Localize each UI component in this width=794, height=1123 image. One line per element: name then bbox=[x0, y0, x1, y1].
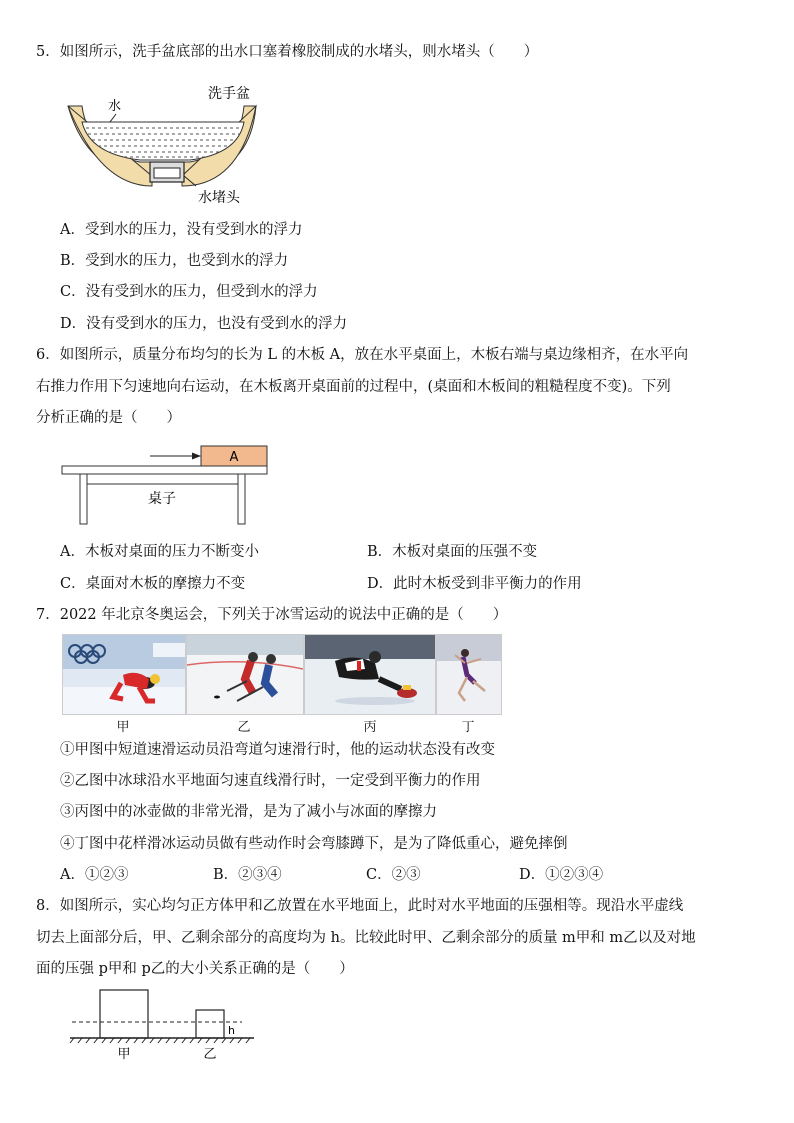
q6-option-a: A．木板对桌面的压力不断变小 bbox=[60, 544, 259, 560]
q5-option-c: C．没有受到水的压力，但受到水的浮力 bbox=[60, 284, 318, 300]
q7-option-d: D．①②③④ bbox=[519, 867, 604, 883]
q5-option-b: B．受到水的压力，也受到水的浮力 bbox=[60, 253, 289, 269]
q8-cube-yi bbox=[196, 1010, 224, 1038]
q5-label-water: 水 bbox=[108, 99, 122, 114]
q7-option-b: B．②③④ bbox=[213, 867, 282, 883]
q7-photo-jia bbox=[62, 634, 186, 715]
q7-photo-yi bbox=[186, 634, 304, 715]
q7-caption-yi: 乙 bbox=[237, 720, 251, 735]
q8-stem-line-1: 8．如图所示，实心均匀正方体甲和乙放置在水平地面上，此时对水平地面的压强相等。现沿水平虚线 bbox=[36, 898, 684, 914]
q8-stem-line-3: 面的压强 p甲和 p乙的大小关系正确的是（ ） bbox=[36, 961, 354, 977]
q7-option-c: C．②③ bbox=[366, 867, 421, 883]
q7-stem: 7．2022 年北京冬奥运会，下列关于冰雪运动的说法中正确的是（ ） bbox=[36, 607, 508, 623]
q7-photo-ding bbox=[436, 634, 502, 715]
q7-statement-1: ①甲图中短道速滑运动员沿弯道匀速滑行时，他的运动状态没有改变 bbox=[60, 742, 495, 758]
q6-stem-line-2: 右推力作用下匀速地向右运动，在木板离开桌面前的过程中，(桌面和木板间的粗糙程度不变)。下列 bbox=[36, 379, 671, 395]
q6-label-table: 桌子 bbox=[148, 491, 176, 507]
q6-option-d: D．此时木板受到非平衡力的作用 bbox=[367, 576, 582, 592]
q6-stem-line-1: 6．如图所示，质量分布均匀的长为 L 的木板 A，放在水平桌面上，木板右端与桌边缘相齐，在水平向 bbox=[36, 347, 689, 363]
q7-statement-2: ②乙图中冰球沿水平地面匀速直线滑行时，一定受到平衡力的作用 bbox=[60, 773, 481, 789]
q6-option-c: C．桌面对木板的摩擦力不变 bbox=[60, 576, 246, 592]
q7-option-a: A．①②③ bbox=[60, 867, 129, 883]
q6-option-b: B．木板对桌面的压强不变 bbox=[367, 544, 538, 560]
q5-label-basin: 洗手盆 bbox=[208, 86, 250, 102]
q6-label-board: A bbox=[229, 450, 239, 465]
q6-stem-line-3: 分析正确的是（ ） bbox=[36, 410, 181, 426]
q5-label-plug: 水堵头 bbox=[198, 190, 240, 206]
q8-cube-jia bbox=[100, 990, 148, 1038]
q5-option-d: D．没有受到水的压力，也没有受到水的浮力 bbox=[60, 316, 348, 332]
q8-label-yi: 乙 bbox=[203, 1047, 217, 1062]
q7-caption-bing: 丙 bbox=[363, 720, 377, 735]
q7-statement-3: ③丙图中的冰壶做的非常光滑，是为了减小与冰面的摩擦力 bbox=[60, 804, 437, 820]
q7-caption-jia: 甲 bbox=[116, 720, 130, 735]
q8-label-jia: 甲 bbox=[117, 1047, 131, 1062]
q8-label-h: h bbox=[228, 1024, 235, 1037]
q5-option-a: A．受到水的压力，没有受到水的浮力 bbox=[60, 222, 303, 238]
q5-stem: 5．如图所示，洗手盆底部的出水口塞着橡胶制成的水堵头，则水堵头（ ） bbox=[36, 44, 539, 60]
q6-table-figure bbox=[58, 440, 278, 530]
q7-photo-bing bbox=[304, 634, 436, 715]
q7-caption-ding: 丁 bbox=[461, 720, 475, 735]
q7-statement-4: ④丁图中花样滑冰运动员做有些动作时会弯膝蹲下，是为了降低重心，避免摔倒 bbox=[60, 836, 568, 852]
q8-cubes-figure bbox=[66, 984, 256, 1064]
q8-stem-line-2: 切去上面部分后，甲、乙剩余部分的高度均为 h。比较此时甲、乙剩余部分的质量 m甲和 m乙以及对地 bbox=[36, 930, 696, 946]
q5-basin-figure bbox=[60, 80, 280, 210]
